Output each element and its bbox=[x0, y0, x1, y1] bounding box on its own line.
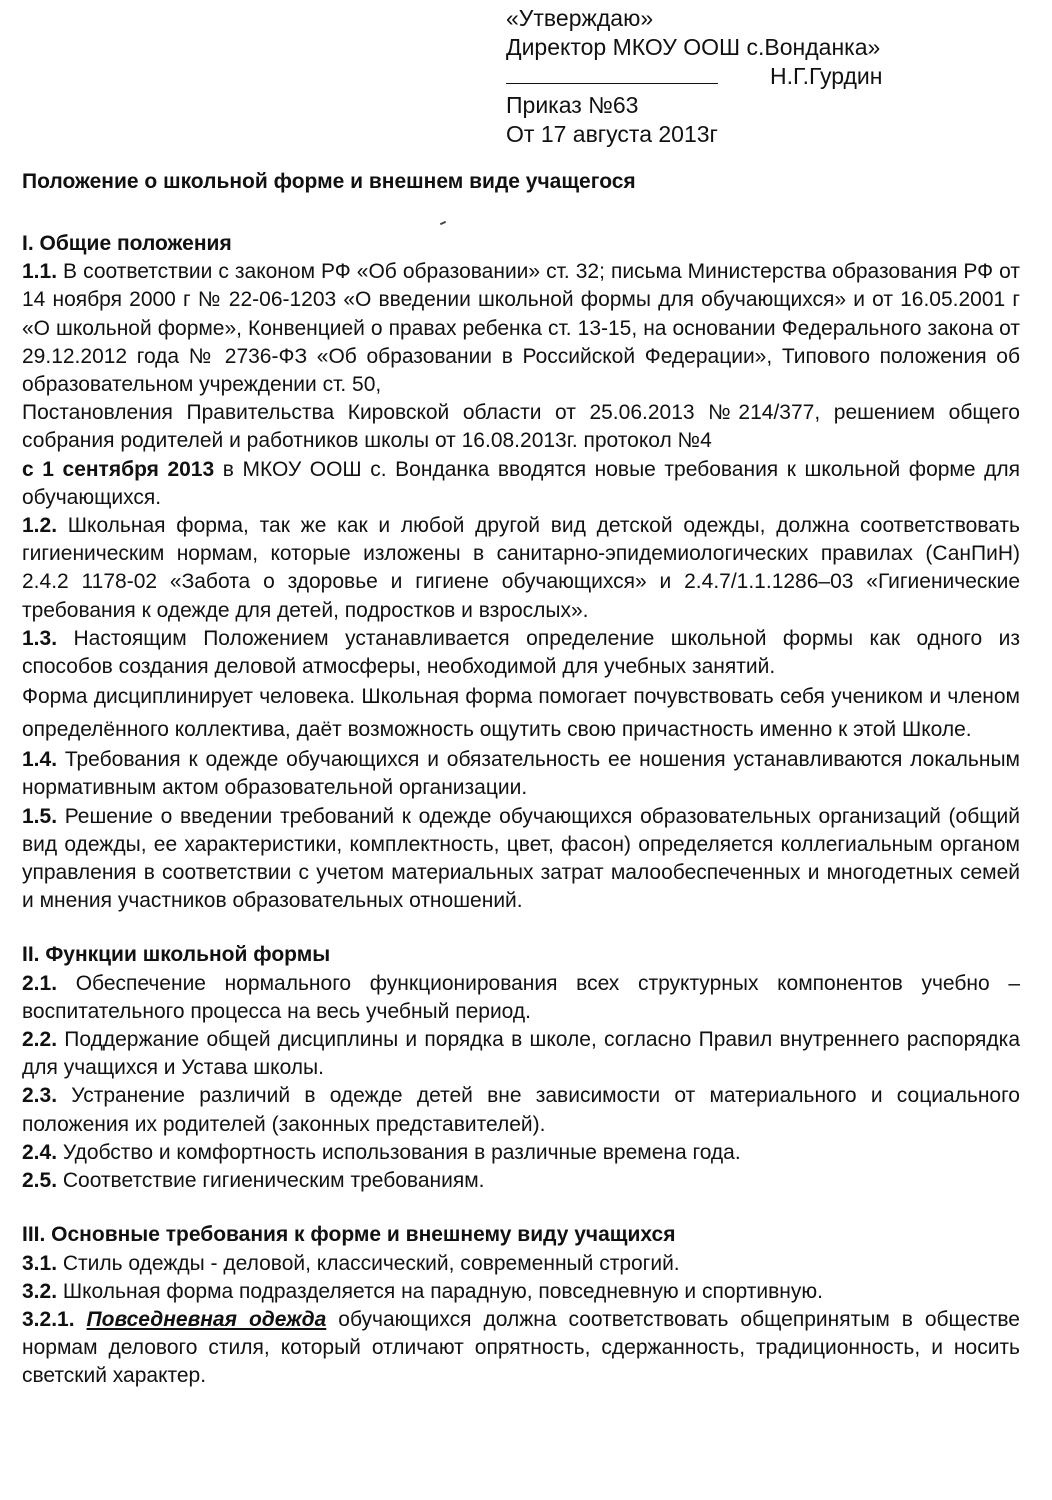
section-2-heading: II. Функции школьной формы bbox=[22, 943, 331, 967]
item-text: Постановления Правительства Кировской области от 25.06.2013 №214/377, решением общего собрания родителей и работников школы от 16.08.2013г. протокол №4 bbox=[22, 401, 1020, 453]
document-title: Положение о школьной форме и внешнем виде учащегося bbox=[22, 170, 636, 193]
paragraph-2-4 bbox=[22, 1139, 1020, 1167]
paragraph-1-2 bbox=[22, 512, 1020, 625]
signature-row bbox=[506, 62, 882, 91]
paragraph-2-5 bbox=[22, 1167, 1020, 1195]
item-text: Требования к одежде обучающихся и обязательность ее ношения устанавливаются локальным нормативным актом образовательной организации. bbox=[22, 748, 1020, 800]
item-text: Поддержание общей дисциплины и порядка в школе, согласно Правил внутреннего распорядка для учащихся и Устава школы. bbox=[22, 1028, 1020, 1080]
item-text: Удобство и комфортность использования в различные времена года. bbox=[57, 1140, 741, 1164]
paragraph-2-1 bbox=[22, 970, 1020, 1026]
approval-header: «Утверждаю» bbox=[506, 5, 654, 31]
item-text: Устранение различий в одежде детей вне зависимости от материального и социального положения их родителей (законных представителей). bbox=[22, 1084, 1020, 1136]
paragraph-3-2-1 bbox=[22, 1306, 1020, 1391]
item-number: 3.1. bbox=[22, 1251, 58, 1275]
item-number: 1.2. bbox=[22, 514, 58, 538]
emphasized-term: Повседневная одежда bbox=[86, 1307, 327, 1331]
paragraph-1-1-cont bbox=[22, 399, 1020, 455]
item-number: 1.5. bbox=[22, 804, 58, 828]
item-number: 2.2. bbox=[22, 1028, 58, 1052]
item-number: 2.4. bbox=[22, 1140, 58, 1164]
item-text: Школьная форма подразделяется на парадную, повседневную и спортивную. bbox=[57, 1279, 823, 1303]
paragraph-1-3-cont bbox=[22, 681, 1020, 746]
item-number: 2.5. bbox=[22, 1169, 58, 1193]
paragraph-1-3 bbox=[22, 625, 1020, 681]
approval-director: Директор МКОУ ООШ с.Вонданка» bbox=[506, 34, 881, 60]
item-text: В соответствии с законом РФ «Об образовании» ст. 32; письма Министерства образования РФ от 14 ноября 2000 г № 22-06-1203 «О введении школьной формы для обучающихся» и от 16.05.2001 г «О школьной форме», Конвенцией о правах ребенка ст. 13-15, на основании Федерального закона от 29.12.2012 года № 2736-ФЗ «Об образовании в Российской Федерации», Типового положения об образовательном учреждении ст. 50, bbox=[22, 260, 1020, 397]
section-3-heading: III. Основные требования к форме и внешнему виду учащихся bbox=[22, 1223, 676, 1247]
paragraph-1-4 bbox=[22, 746, 1020, 802]
paragraph-2-3 bbox=[22, 1082, 1020, 1138]
section-1-heading: I. Общие положения bbox=[22, 232, 232, 255]
item-number: 3.2.1. bbox=[22, 1307, 75, 1331]
approval-block bbox=[506, 4, 882, 149]
item-text: в МКОУ ООШ с. Вонданка вводятся новые требования к школьной форме для обучающихся. bbox=[22, 457, 1020, 509]
order-date: От 17 августа 2013г bbox=[506, 121, 718, 147]
paragraph-3-1 bbox=[22, 1250, 1020, 1278]
item-text: Школьная форма, так же как и любой другой вид детской одежды, должна соответствовать гигиеническим нормам, которые изложены в санитарно-эпидемиологических правилах (СанПиН) 2.4.2 1178-02 «Забота о здоровье и гигиене обучающихся» и 2.4.7/1.1.1286–03 «Гигиенические требования к одежде для детей, подростков и взрослых». bbox=[22, 514, 1020, 622]
paragraph-3-2 bbox=[22, 1278, 1020, 1306]
item-text: Решение о введении требований к одежде обучающихся образовательных организаций (общий вид одежды, ее характеристики, комплектность, цвет, фасон) определяется коллегиальным органом управления в соответствии с учетом материальных затрат малообеспеченных и многодетных семей и мнения участников образовательных отношений. bbox=[22, 804, 1020, 913]
order-number: Приказ №63 bbox=[506, 92, 639, 118]
item-number: 1.3. bbox=[22, 626, 58, 650]
signatory-name: Н.Г.Гурдин bbox=[770, 63, 883, 89]
item-text: Обеспечение нормального функционирования всех структурных компонентов учебно – воспитательного процесса на весь учебный период. bbox=[22, 971, 1020, 1023]
paragraph-2-2 bbox=[22, 1026, 1020, 1082]
item-number: 2.3. bbox=[22, 1084, 58, 1108]
signature-line bbox=[506, 63, 718, 84]
item-number: 1.4. bbox=[22, 748, 58, 772]
item-number: 3.2. bbox=[22, 1279, 58, 1303]
item-text: Стиль одежды - деловой, классический, современный строгий. bbox=[57, 1251, 680, 1275]
scan-mark bbox=[440, 221, 446, 225]
document-body bbox=[22, 230, 1020, 1391]
item-number: 1.1. bbox=[22, 260, 58, 284]
item-number: 2.1. bbox=[22, 971, 58, 995]
item-text: обучающихся должна соответствовать общепринятым в обществе нормам делового стиля, который отличают опрятность, сдержанность, традиционность, и носить светский характер. bbox=[22, 1307, 1020, 1388]
paragraph-1-1 bbox=[22, 258, 1020, 399]
item-text: Соответствие гигиеническим требованиям. bbox=[57, 1169, 485, 1193]
item-text: Форма дисциплинирует человека. Школьная форма помогает почувствовать себя учеником и членом определённого коллектива, даёт возможность ощутить свою причастность именно к этой Школе. bbox=[22, 685, 1020, 741]
paragraph-1-1-effective bbox=[22, 456, 1020, 512]
paragraph-1-5 bbox=[22, 803, 1020, 916]
effective-date: с 1 сентября 2013 bbox=[22, 457, 215, 481]
item-text: Настоящим Положением устанавливается определение школьной формы как одного из способов создания деловой атмосферы, необходимой для учебных занятий. bbox=[22, 626, 1020, 679]
